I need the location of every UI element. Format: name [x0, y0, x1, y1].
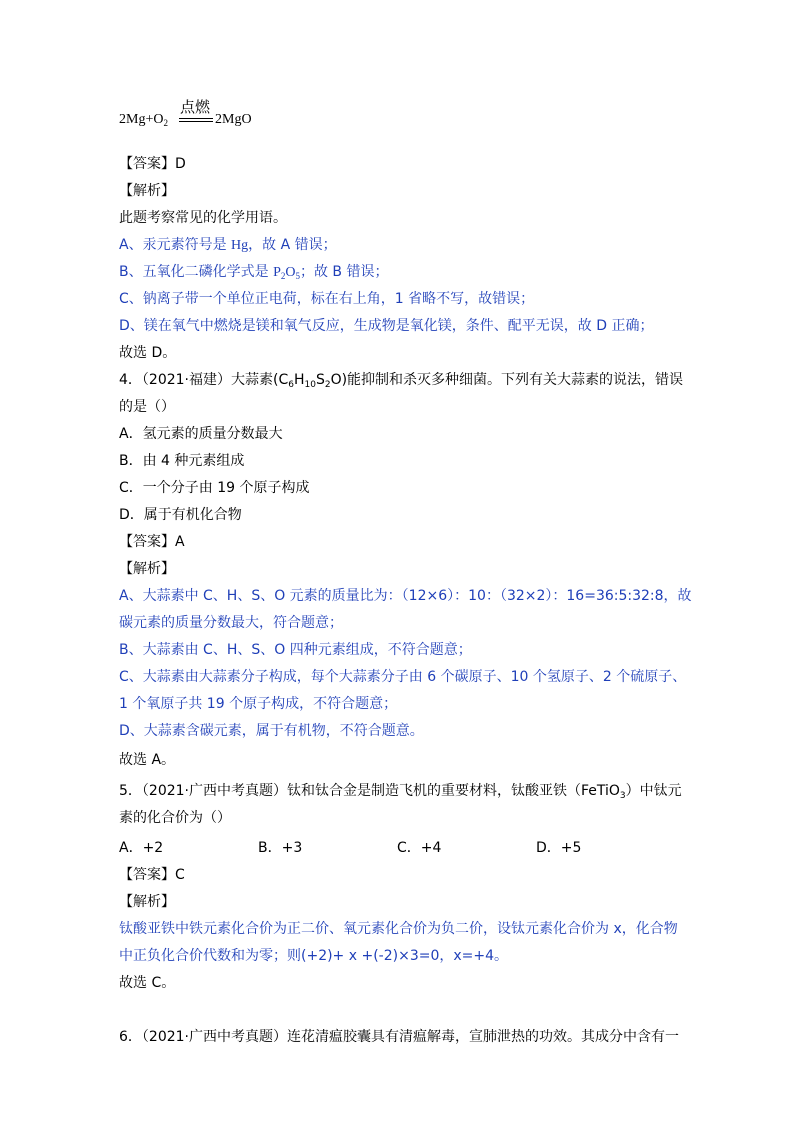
q3-analysis-b: B、五氧化二磷化学式是 $P_2O_5$；故 B 错误； [119, 264, 389, 281]
reaction-condition: 点燃 [180, 100, 211, 116]
equation-rhs: 2MgO [215, 112, 252, 127]
q4-option-d: D．属于有机化合物 [119, 507, 242, 523]
q3-conclusion: 故选 D。 [119, 345, 177, 361]
q4-analysis-d: D、大蒜素含碳元素，属于有机物，不符合题意。 [119, 723, 424, 739]
q3-analysis-c: C、钠离子带一个单位正电荷，标在右上角，1 省略不写，故错误； [119, 291, 535, 307]
q5-analysis-line2: 中正负化合价代数和为零；则(+2)+ x +(-2)×3=0，x=+4。 [119, 948, 509, 964]
q5-conclusion: 故选 C。 [119, 975, 176, 991]
q3-analysis-label: 【解析】 [119, 183, 175, 199]
q4-stem-line1: 4．（2021·福建）大蒜素$(C_6H_{10}S_2O)$能抑制和杀灭多种细菌。下列有关大蒜素的说法，错误 [119, 372, 684, 390]
q3-intro: 此题考察常见的化学用语。 [119, 210, 287, 226]
q3-analysis-d: D、镁在氧气中燃烧是镁和氧气反应，生成物是氧化镁，条件、配平无误，故 D 正确； [119, 318, 654, 334]
q4-analysis-c-line2: 1 个氧原子共 19 个原子构成，不符合题意； [119, 696, 398, 712]
equation-bar-top [179, 118, 213, 119]
q5-option-b: B．+3 [258, 840, 303, 856]
q4-option-c: C．一个分子由 19 个原子构成 [119, 480, 310, 496]
q5-option-c: C．+4 [397, 840, 442, 856]
q3-answer: 【答案】D [119, 156, 186, 172]
equation-bar-bottom [179, 121, 213, 122]
q4-analysis-a-line2: 碳元素的质量分数最大，符合题意； [119, 615, 343, 631]
q5-stem-line1: 5．（2021·广西中考真题）钛和钛合金是制造飞机的重要材料，钛酸亚铁（FeTiO$_3$）中钛元 [119, 783, 682, 801]
q5-option-a: A．+2 [119, 840, 164, 856]
q6-stem-line1: 6．（2021·广西中考真题）连花清瘟胶囊具有清瘟解毒，宣肺泄热的功效。其成分中含有一 [119, 1029, 679, 1045]
q5-analysis-line1: 钛酸亚铁中铁元素化合价为正二价、氧元素化合价为负二价，设钛元素化合价为 x，化合物 [119, 921, 678, 937]
q4-answer: 【答案】A [119, 534, 185, 550]
q4-analysis-b: B、大蒜素由 C、H、S、O 四种元素组成，不符合题意； [119, 642, 472, 658]
q4-analysis-a-line1: A、大蒜素中 C、H、S、O 元素的质量比为：（12×6）：10：（32×2）：16=36:5:32:8，故 [119, 588, 692, 604]
q5-analysis-label: 【解析】 [119, 894, 175, 910]
q4-analysis-label: 【解析】 [119, 561, 175, 577]
q4-stem-line2: 的是（） [119, 399, 175, 415]
q5-option-d: D．+5 [536, 840, 582, 856]
chemical-equation [119, 96, 319, 136]
q5-stem-line2: 素的化合价为（） [119, 810, 231, 826]
q4-conclusion: 故选 A。 [119, 752, 176, 768]
q4-option-a: A．氢元素的质量分数最大 [119, 426, 283, 442]
q3-analysis-a: A、汞元素符号是 Hg，故 A 错误； [119, 237, 337, 253]
equation-lhs: $2Mg+O_2$ [119, 112, 168, 128]
q4-analysis-c-line1: C、大蒜素由大蒜素分子构成，每个大蒜素分子由 6 个碳原子、10 个氢原子、2 个硫原子、 [119, 669, 687, 685]
q5-answer: 【答案】C [119, 867, 185, 883]
q4-option-b: B．由 4 种元素组成 [119, 453, 245, 469]
